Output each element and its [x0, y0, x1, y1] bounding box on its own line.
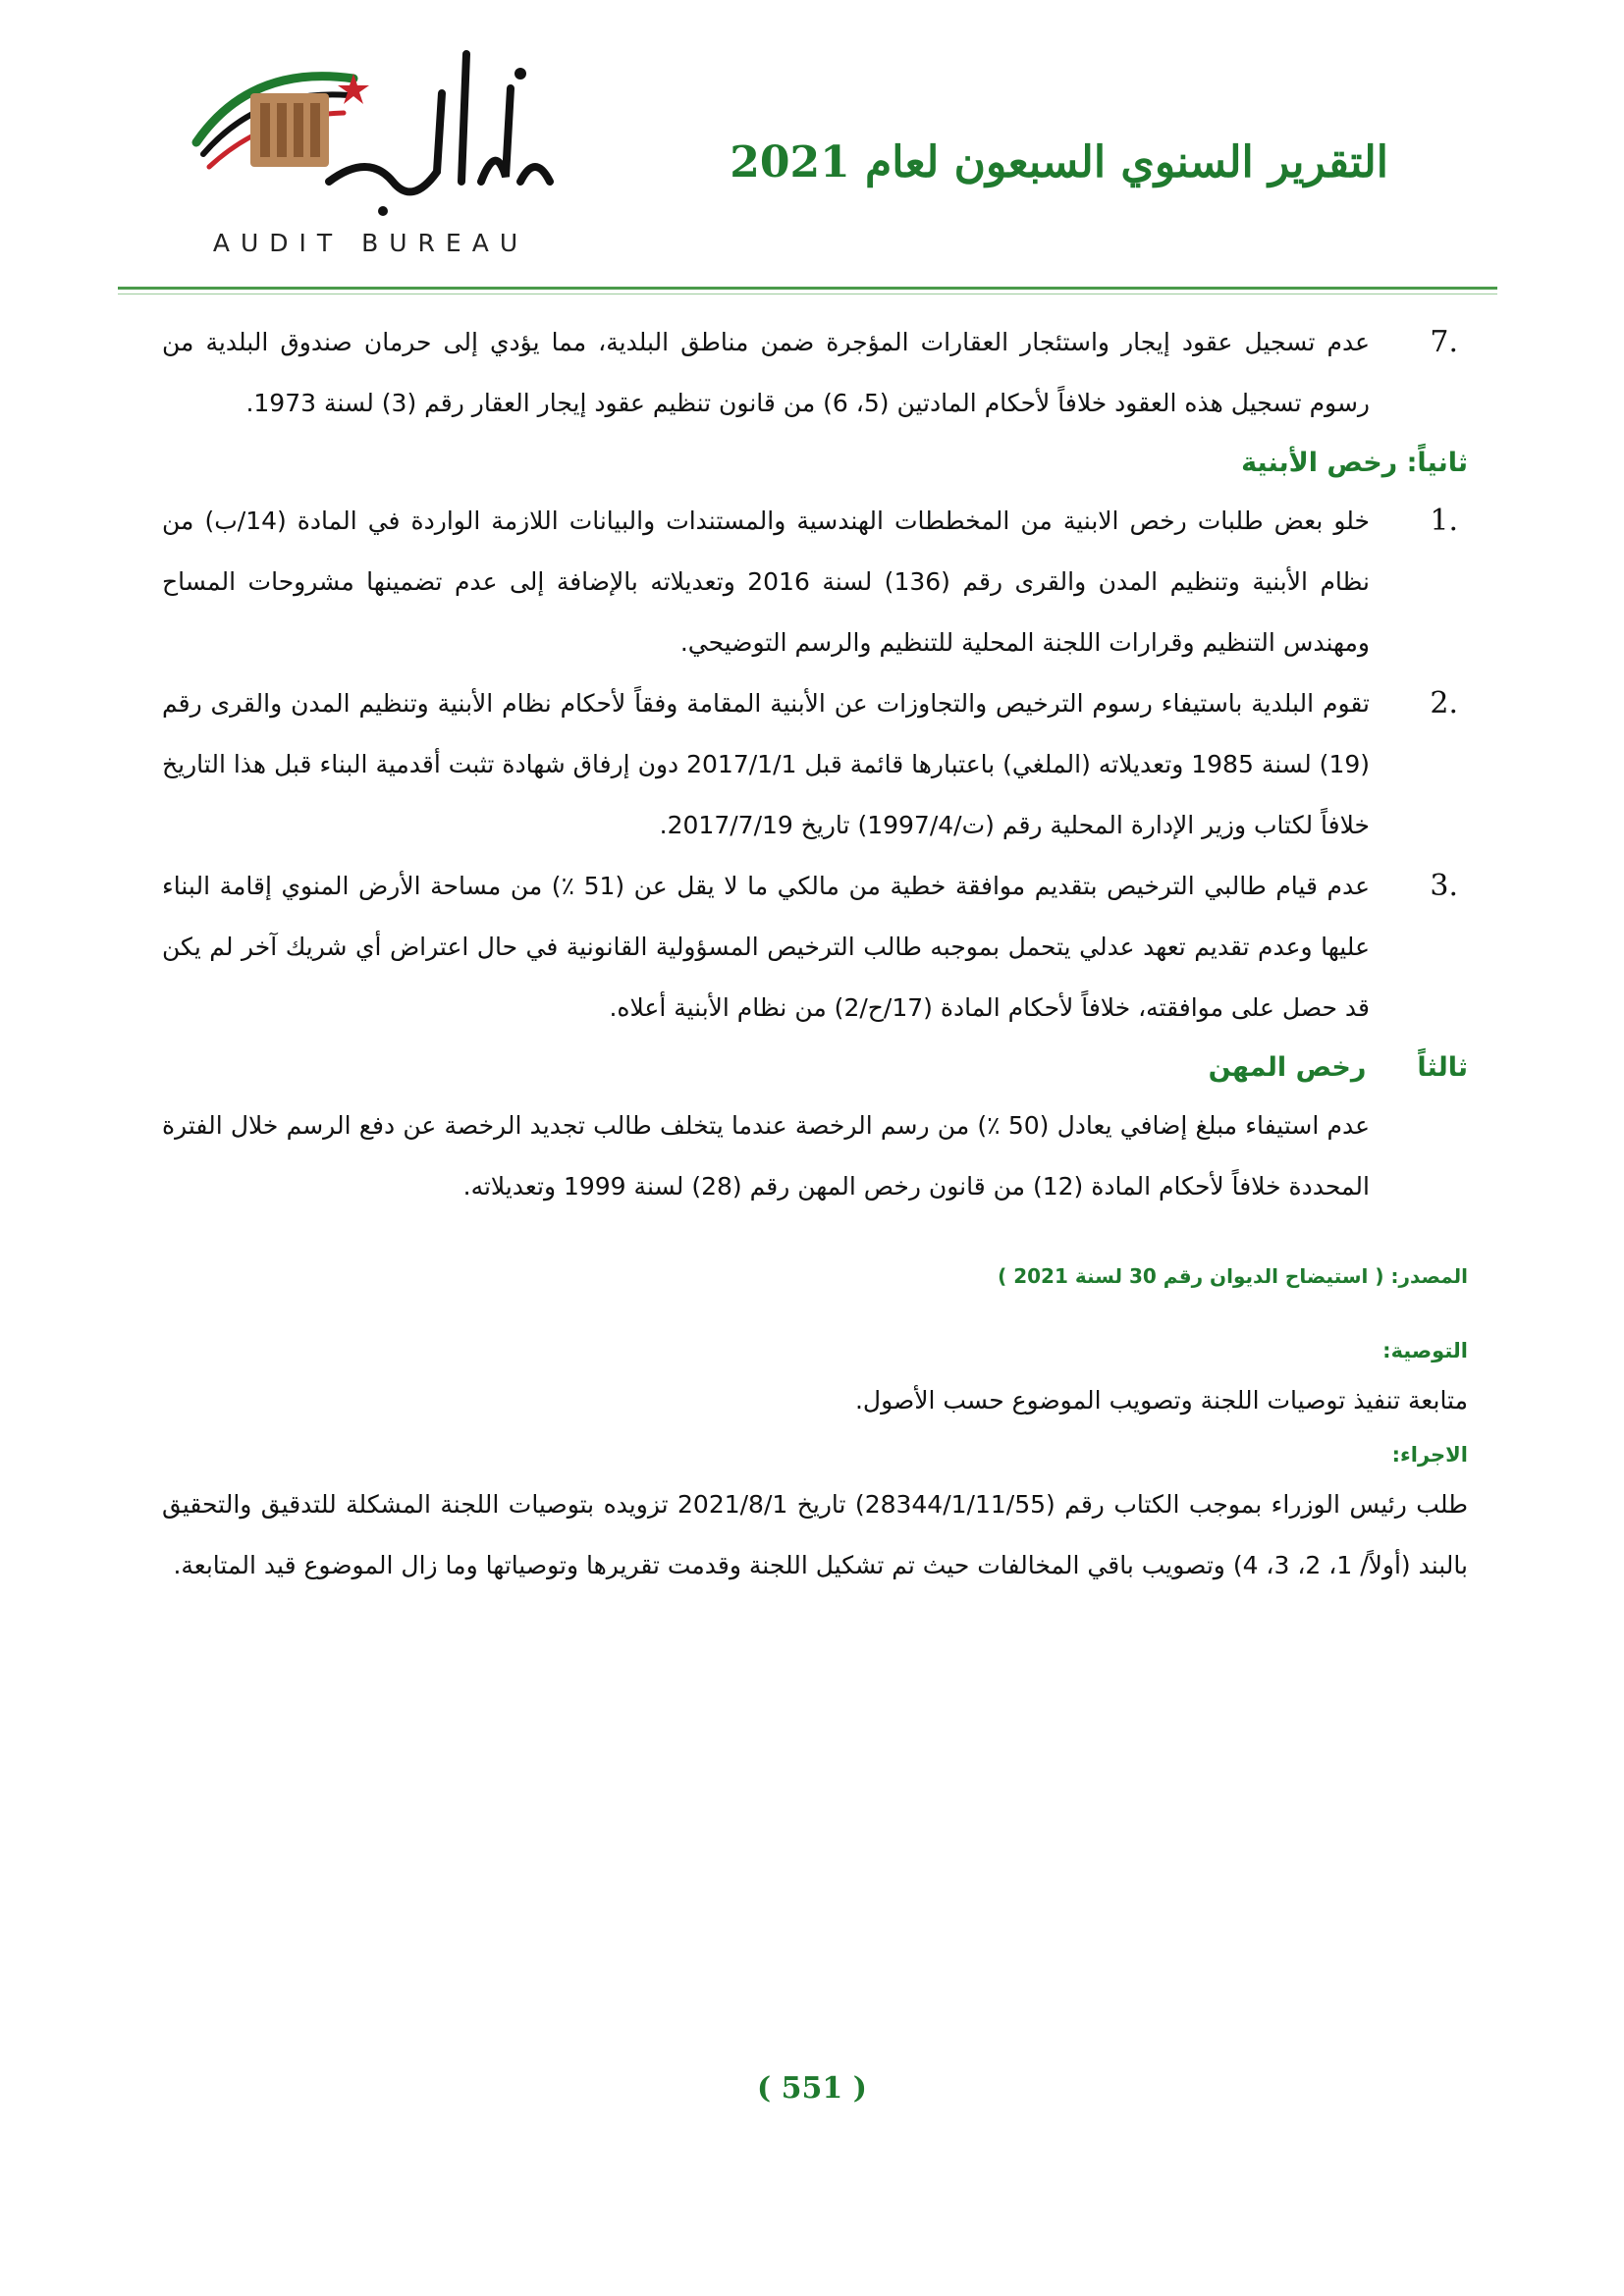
- recommendation-text: متابعة تنفيذ توصيات اللجنة وتصويب الموضوع حسب الأصول.: [854, 1386, 1468, 1415]
- item-number: 7.: [1430, 325, 1458, 359]
- item-text: عدم قيام طالبي الترخيص بتقديم موافقة خطية من مالكي ما لا يقل عن (51 ٪) من مساحة الأرض المنوي إقامة البناء عليها وعدم تقديم تعهد عدلي يتحمل بموجبه طالب الترخيص المسؤولية القانونية في حال اعتراض أي شريك آخر لم يكن قد حصل على موافقته، خلافاً لأحكام المادة (17/ح/2) من نظام الأبنية أعلاه.: [162, 872, 1370, 1022]
- section-heading-title: رخص المهن: [1208, 1052, 1367, 1083]
- list-item: [162, 856, 1468, 1039]
- page-number: ( 551 ): [757, 2071, 867, 2106]
- audit-bureau-logo: [182, 34, 560, 260]
- list-item: [162, 491, 1468, 673]
- source-note: المصدر: ( استيضاح الديوان رقم 30 لسنة 2021 ): [998, 1264, 1468, 1288]
- item-number: 3.: [1430, 869, 1458, 903]
- header-divider: [118, 287, 1497, 290]
- procedure-label: الاجراء:: [1391, 1443, 1468, 1467]
- item-text: خلو بعض طلبات رخص الابنية من المخططات الهندسية والمستندات والبيانات اللازمة الواردة في المادة (14/ب) من نظام الأبنية وتنظيم المدن والقرى رقم (136) لسنة 2016 وتعديلاته بالإضافة إلى عدم تضمينها مشروحات المساح ومهندس التنظيم وقرارات اللجنة المحلية للتنظيم والرسم التوضيحي.: [162, 507, 1371, 657]
- section-heading-number: ثالثاً: [1417, 1052, 1468, 1083]
- document-body: [162, 312, 1468, 1596]
- logo-emblem-icon: [182, 34, 560, 231]
- section-heading-professions: [162, 1041, 1468, 1095]
- item-number: 2.: [1430, 686, 1458, 721]
- item-text: عدم تسجيل عقود إيجار واستئجار العقارات المؤجرة ضمن مناطق البلدية، مما يؤدي إلى حرمان صندوق البلدية من رسوم تسجيل هذه العقود خلافاً لأحكام المادتين (5، 6) من قانون تنظيم عقود إيجار العقار رقم (3) لسنة 1973.: [162, 328, 1370, 417]
- procedure-text: طلب رئيس الوزراء بموجب الكتاب رقم (28344/1/11/55) تاريخ 2021/8/1 تزويده بتوصيات اللجنة المشكلة للتدقيق والتحقيق بالبند (أولاً/ 1، 2، 3، 4) وتصويب باقي المخالفات حيث تم تشكيل اللجنة وقدمت تقريرها وتوصياتها وما زال الموضوع قيد المتابعة.: [162, 1490, 1468, 1579]
- section-text: عدم استيفاء مبلغ إضافي يعادل (50 ٪) من رسم الرخصة عندما يتخلف طالب تجديد الرخصة عن دفع الرسم خلال الفترة المحددة خلافاً لأحكام المادة (12) من قانون رخص المهن رقم (28) لسنة 1999 وتعديلاته.: [162, 1111, 1370, 1201]
- section-paragraph: [162, 1095, 1468, 1217]
- list-item: [162, 312, 1468, 434]
- section-heading-building-permits: ثانياً: رخص الأبنية: [1241, 448, 1468, 478]
- recommendation-label: التوصية:: [1382, 1339, 1468, 1362]
- item-text: تقوم البلدية باستيفاء رسوم الترخيص والتجاوزات عن الأبنية المقامة وفقاً لأحكام نظام الأبنية وتنظيم المدن والقرى رقم (19) لسنة 1985 وتعديلاته (الملغي) باعتبارها قائمة قبل 2017/1/1 دون إرفاق شهادة تثبت أقدمية البناء قبل هذا التاريخ خلافاً لكتاب وزير الإدارة المحلية رقم (ت/1997/4) تاريخ 2017/7/19.: [162, 689, 1371, 839]
- list-item: [162, 673, 1468, 856]
- item-number: 1.: [1430, 504, 1458, 538]
- report-title: التقرير السنوي السبعون لعام 2021: [730, 137, 1388, 187]
- page-header: [0, 0, 1624, 294]
- logo-english-text: AUDIT BUREAU: [212, 229, 529, 257]
